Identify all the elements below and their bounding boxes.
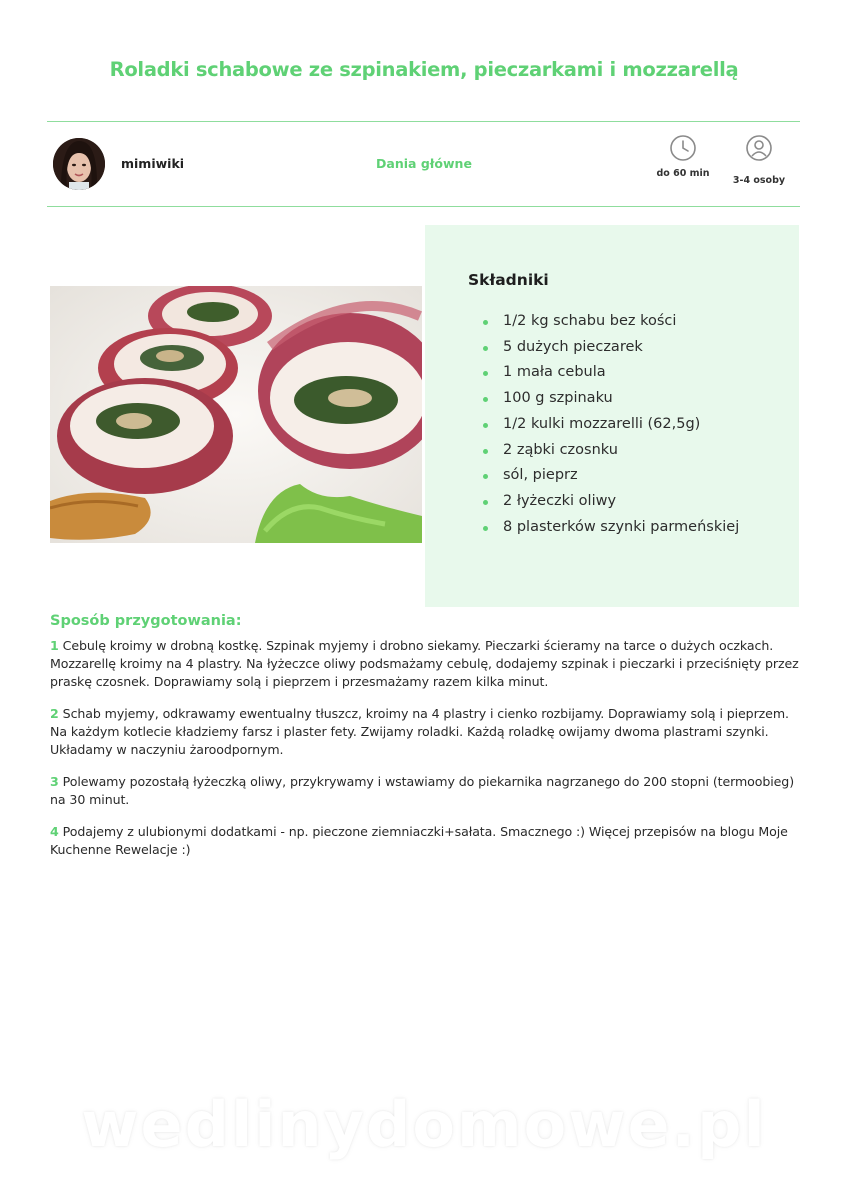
ingredient-item: 1/2 kulki mozzarelli (62,5g) xyxy=(503,412,739,438)
ingredient-item: 1 mała cebula xyxy=(503,360,739,386)
ingredients-title: Składniki xyxy=(468,271,549,289)
ingredients-panel xyxy=(425,225,799,607)
ingredient-item: 5 dużych pieczarek xyxy=(503,335,739,361)
clock-icon xyxy=(669,134,697,162)
author-avatar[interactable] xyxy=(53,138,105,190)
ingredient-item: 2 łyżeczki oliwy xyxy=(503,489,739,515)
avatar-image xyxy=(53,138,105,190)
divider-bottom xyxy=(47,206,800,207)
recipe-title: Roladki schabowe ze szpinakiem, pieczarkami i mozzarellą xyxy=(109,58,739,81)
method-steps xyxy=(50,637,802,873)
recipe-photo xyxy=(50,286,422,543)
method-title: Sposób przygotowania: xyxy=(50,613,242,629)
step-number: 3 xyxy=(50,774,59,789)
step-text: Schab myjemy, odkrawamy ewentualny tłuszcz, kroimy na 4 plastry i cienko rozbijamy. Doprawiamy solą i pieprzem. Na każdym kotlecie kładziemy farsz i plaster fety. Zwijamy roladki. Każdą roladkę owijamy dwoma plastrami szynki. Układamy w naczyniu żaroodpornym. xyxy=(50,706,789,757)
ingredient-item: 100 g szpinaku xyxy=(503,386,739,412)
ingredient-item: sól, pieprz xyxy=(503,463,739,489)
step-number: 2 xyxy=(50,706,59,721)
divider-top xyxy=(47,121,800,122)
ingredient-item: 1/2 kg schabu bez kości xyxy=(503,309,739,335)
recipe-photo-image xyxy=(50,286,422,543)
servings: 3-4 osoby xyxy=(732,175,786,186)
step-number: 1 xyxy=(50,638,59,653)
method-step xyxy=(50,637,802,691)
method-step xyxy=(50,823,802,859)
step-text: Cebulę kroimy w drobną kostkę. Szpinak myjemy i drobno siekamy. Pieczarki ścieramy na tarce o dużych oczkach. Mozzarellę kroimy na 4 plastry. Na łyżeczce oliwy podsmażamy cebulę, dodajemy szpinak i pieczarki i przeciśnięty przez praskę czosnek. Doprawiamy solą i pieprzem i przesmażamy razem kilka minut. xyxy=(50,638,799,689)
step-number: 4 xyxy=(50,824,59,839)
watermark: wedlinydomowe.pl xyxy=(81,1088,767,1161)
category-link[interactable]: Dania główne xyxy=(376,156,472,171)
prep-time: do 60 min xyxy=(656,168,710,179)
ingredient-item: 8 plasterków szynki parmeńskiej xyxy=(503,515,739,541)
method-step xyxy=(50,705,802,759)
method-step xyxy=(50,773,802,809)
author-name[interactable]: mimiwiki xyxy=(121,156,185,171)
step-text: Polewamy pozostałą łyżeczką oliwy, przykrywamy i wstawiamy do piekarnika nagrzanego do 200 stopni (termoobieg) na 30 minut. xyxy=(50,774,795,807)
ingredient-item: 2 ząbki czosnku xyxy=(503,438,739,464)
ingredients-list xyxy=(503,309,739,540)
step-text: Podajemy z ulubionymi dodatkami - np. pieczone ziemniaczki+sałata. Smacznego :) Więcej przepisów na blogu Moje Kuchenne Rewelacje :) xyxy=(50,824,788,857)
person-icon xyxy=(745,134,773,162)
